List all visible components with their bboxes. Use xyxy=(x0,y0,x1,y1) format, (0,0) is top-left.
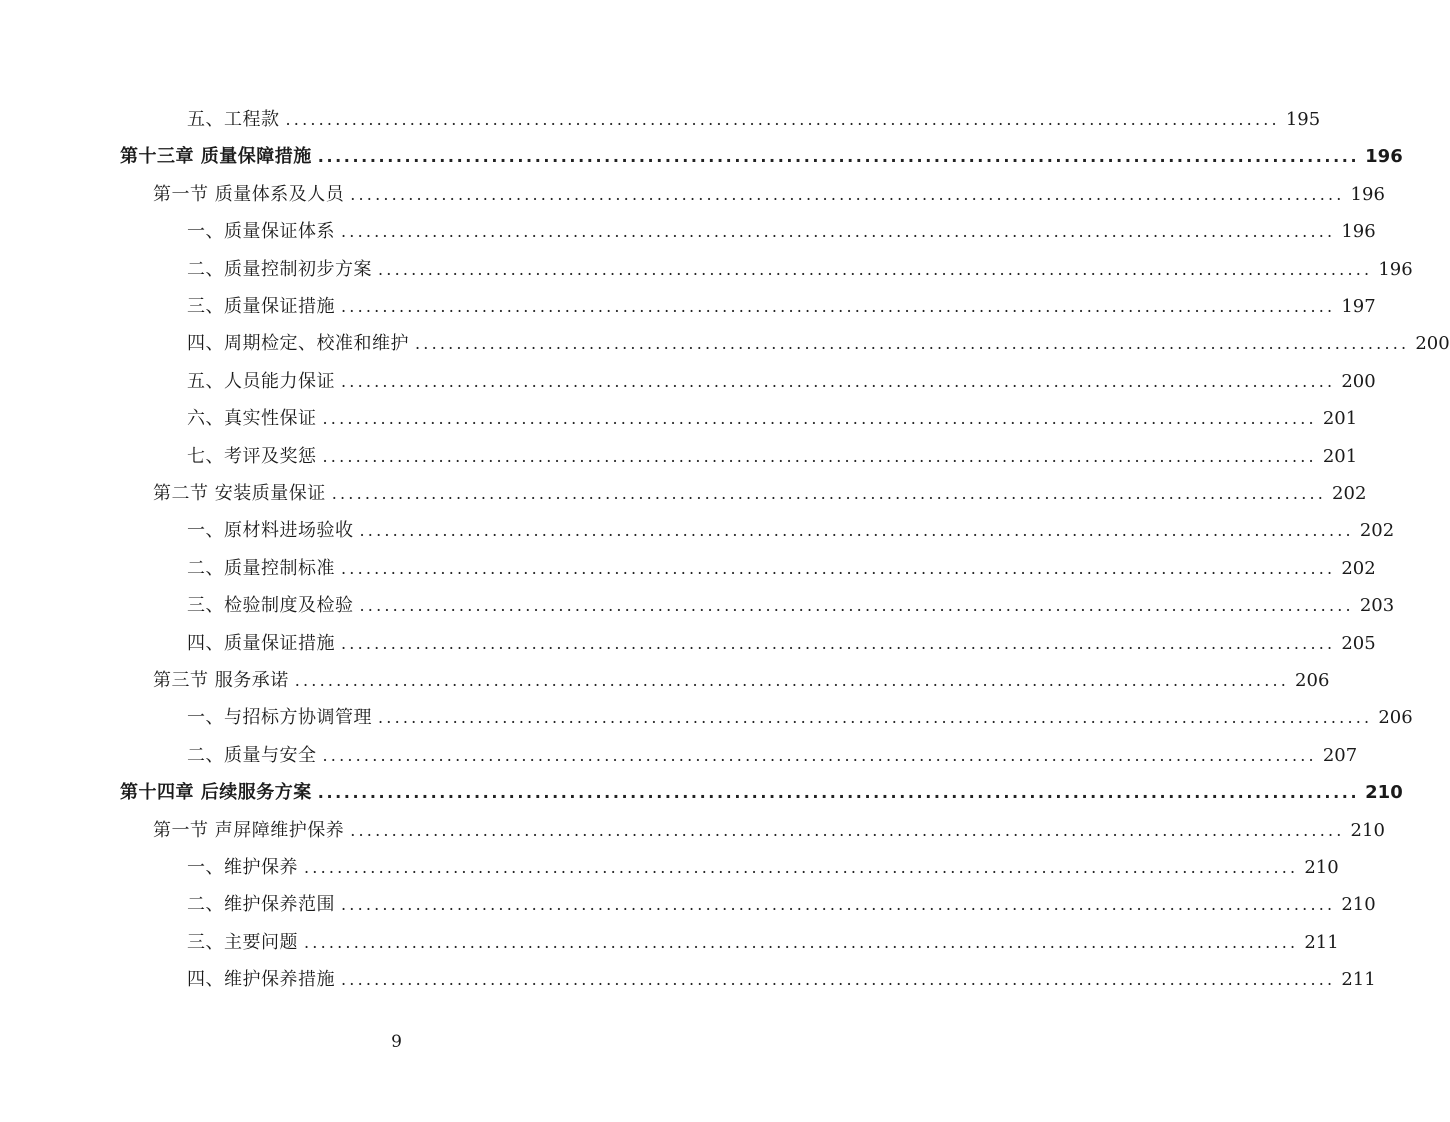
dot-leader: ........................................................................................................................ xyxy=(378,259,1373,279)
dot-leader: ........................................................................................................................ xyxy=(341,558,1336,578)
toc-entry-page-number: 202 xyxy=(1359,520,1395,542)
toc-entry-page-number: 211 xyxy=(1341,969,1376,991)
toc-entry-item[interactable] xyxy=(187,886,1376,923)
toc-entry-item[interactable] xyxy=(187,699,1413,736)
dot-leader: ........................................................................................................................ xyxy=(322,409,1317,429)
toc-entry-item[interactable] xyxy=(187,924,1339,961)
dot-leader: ........................................................................................................................ xyxy=(350,184,1345,204)
dot-leader: ........................................................................................................................ xyxy=(304,858,1299,877)
dot-leader: ........................................................................................................................ xyxy=(350,820,1345,840)
toc-entry-chapter[interactable] xyxy=(120,774,1403,811)
toc-entry-label: 四、周期检定、校准和维护 xyxy=(187,333,409,355)
toc-entry-section[interactable] xyxy=(153,812,1385,849)
toc-entry-item[interactable] xyxy=(187,325,1450,362)
toc-entry-label: 二、维护保养范围 xyxy=(187,894,335,916)
dot-leader: ........................................................................................................................ xyxy=(331,484,1327,503)
toc-entry-section[interactable] xyxy=(153,176,1385,213)
dot-leader: ........................................................................................................................ xyxy=(359,596,1354,616)
toc-entry-label: 七、考评及奖惩 xyxy=(187,445,317,467)
toc-entry-chapter[interactable] xyxy=(120,138,1403,175)
toc-entry-item[interactable] xyxy=(187,587,1395,624)
toc-entry-item[interactable] xyxy=(187,737,1358,774)
dot-leader: ........................................................................................................................ xyxy=(317,147,1360,167)
toc-entry-label: 第十四章 后续服务方案 xyxy=(120,782,312,804)
toc-entry-section[interactable] xyxy=(153,475,1367,512)
toc-entry-item[interactable] xyxy=(187,400,1358,437)
dot-leader: ........................................................................................................................ xyxy=(341,895,1336,915)
toc-entry-page-number: 211 xyxy=(1304,931,1339,953)
toc-entry-label: 三、检验制度及检验 xyxy=(187,595,354,617)
toc-entry-section[interactable] xyxy=(153,662,1330,699)
toc-entry-item[interactable] xyxy=(187,101,1321,138)
toc-entry-page-number: 196 xyxy=(1350,183,1385,205)
toc-entry-item[interactable] xyxy=(187,961,1376,998)
dot-leader: ........................................................................................................................ xyxy=(341,297,1336,316)
toc-entry-label: 五、工程款 xyxy=(187,109,280,130)
toc-entry-page-number: 196 xyxy=(1341,221,1376,243)
dot-leader: ........................................................................................................................ xyxy=(285,110,1280,129)
toc-entry-page-number: 207 xyxy=(1322,744,1358,766)
toc-entry-page-number: 201 xyxy=(1322,408,1358,430)
dot-leader: ........................................................................................................................ xyxy=(341,970,1336,990)
toc-entry-label: 一、维护保养 xyxy=(187,857,298,878)
toc-entry-page-number: 210 xyxy=(1350,819,1385,841)
toc-entry-page-number: 203 xyxy=(1359,595,1395,617)
dot-leader: ........................................................................................................................ xyxy=(415,334,1410,354)
toc-entry-label: 二、质量控制标准 xyxy=(187,557,335,579)
toc-entry-item[interactable] xyxy=(187,213,1376,250)
toc-entry-label: 二、质量与安全 xyxy=(187,744,317,766)
toc-entry-label: 五、人员能力保证 xyxy=(187,370,335,392)
toc-entry-item[interactable] xyxy=(187,438,1358,475)
toc-entry-item[interactable] xyxy=(187,288,1376,325)
toc-entry-page-number: 210 xyxy=(1304,857,1339,878)
toc-entry-item[interactable] xyxy=(187,363,1376,400)
dot-leader: ........................................................................................................................ xyxy=(294,671,1290,690)
toc-entry-item[interactable] xyxy=(187,550,1376,587)
toc-entry-label: 三、主要问题 xyxy=(187,931,298,953)
toc-entry-page-number: 195 xyxy=(1285,109,1321,130)
dot-leader: ........................................................................................................................ xyxy=(304,932,1299,952)
dot-leader: ........................................................................................................................ xyxy=(322,745,1317,765)
toc-entry-item[interactable] xyxy=(187,251,1413,288)
toc-entry-page-number: 196 xyxy=(1378,258,1413,280)
dot-leader: ........................................................................................................................ xyxy=(341,371,1336,391)
toc-entry-page-number: 202 xyxy=(1341,557,1376,579)
toc-entry-page-number: 197 xyxy=(1341,296,1376,317)
toc-entry-label: 第二节 安装质量保证 xyxy=(153,483,326,504)
toc-entry-item[interactable] xyxy=(187,625,1376,662)
toc-entry-label: 第一节 声屏障维护保养 xyxy=(153,819,345,841)
toc-entry-page-number: 206 xyxy=(1378,707,1413,729)
toc-entry-page-number: 200 xyxy=(1415,333,1450,355)
page-number: 9 xyxy=(391,1032,402,1052)
toc-entry-page-number: 201 xyxy=(1322,445,1358,467)
toc-entry-page-number: 210 xyxy=(1365,782,1403,804)
dot-leader: ........................................................................................................................ xyxy=(341,222,1336,242)
toc-entry-label: 一、与招标方协调管理 xyxy=(187,707,372,729)
toc-entry-page-number: 205 xyxy=(1341,632,1376,654)
toc-entry-label: 四、质量保证措施 xyxy=(187,632,335,654)
toc-entry-page-number: 200 xyxy=(1341,370,1376,392)
toc-entry-page-number: 210 xyxy=(1341,894,1376,916)
toc-entry-label: 三、质量保证措施 xyxy=(187,296,335,317)
toc-entry-label: 第一节 质量体系及人员 xyxy=(153,183,345,205)
toc-entry-label: 二、质量控制初步方案 xyxy=(187,258,372,280)
toc-entry-label: 第三节 服务承诺 xyxy=(153,670,289,691)
toc-entry-item[interactable] xyxy=(187,849,1339,886)
toc-entry-label: 一、质量保证体系 xyxy=(187,221,335,243)
toc-entry-label: 一、原材料进场验收 xyxy=(187,520,354,542)
toc-entry-item[interactable] xyxy=(187,512,1395,549)
toc-entry-label: 六、真实性保证 xyxy=(187,408,317,430)
dot-leader: ........................................................................................................................ xyxy=(317,783,1360,803)
toc-entry-label: 四、维护保养措施 xyxy=(187,969,335,991)
dot-leader: ........................................................................................................................ xyxy=(341,633,1336,653)
toc-entry-page-number: 206 xyxy=(1295,670,1330,691)
dot-leader: ........................................................................................................................ xyxy=(359,521,1354,541)
toc-entry-page-number: 202 xyxy=(1332,483,1367,504)
dot-leader: ........................................................................................................................ xyxy=(322,446,1317,466)
dot-leader: ........................................................................................................................ xyxy=(378,708,1373,728)
toc-entry-label: 第十三章 质量保障措施 xyxy=(120,146,312,168)
toc-entry-page-number: 196 xyxy=(1365,146,1403,168)
